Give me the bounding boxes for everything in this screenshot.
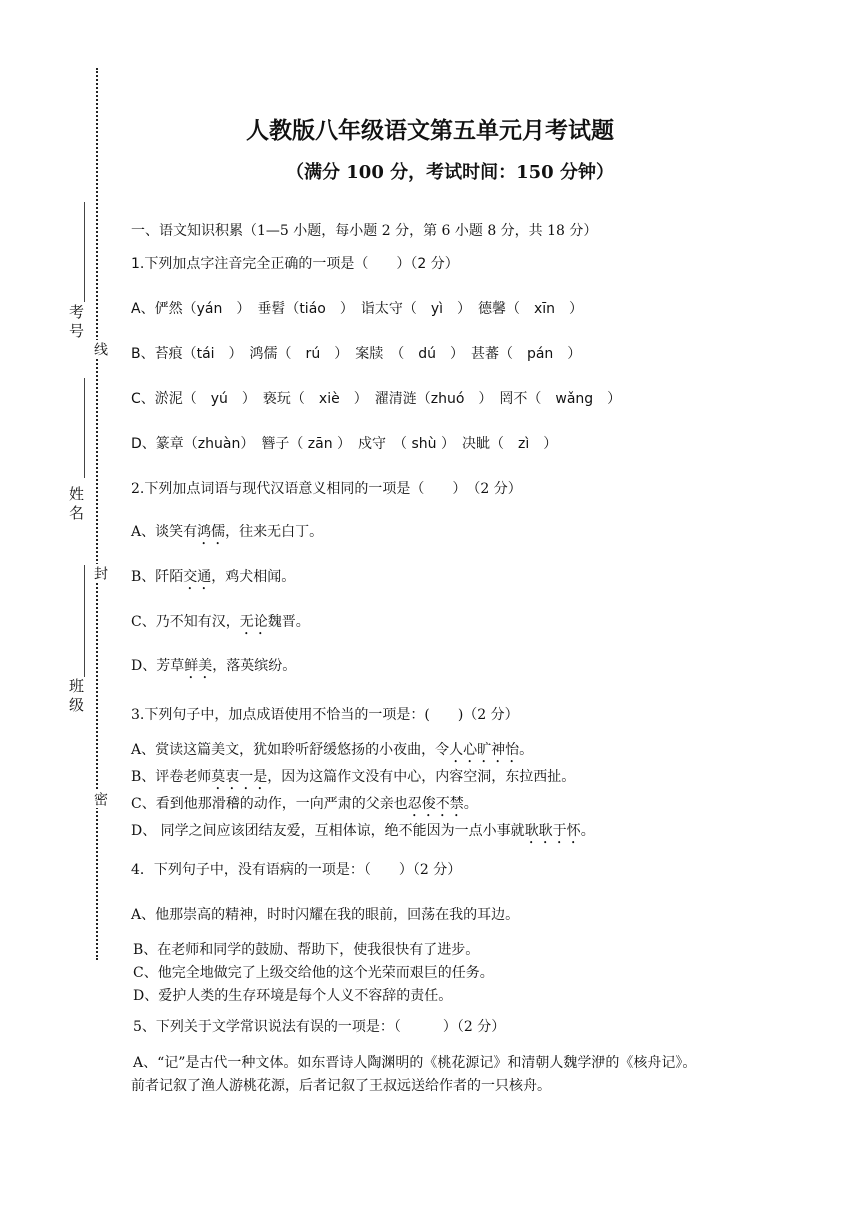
dotted-idiom: 耿耿于怀 — [524, 823, 581, 839]
option-text: D、 同学之间应该团结友爱，互相体谅，绝不能因为一点小事就 — [131, 823, 525, 839]
option-text: ，往来无白丁。 — [225, 524, 324, 540]
name-label: 姓名 — [67, 486, 85, 524]
question-5-option-a-line-1: A、“记”是古代一种文体。如东晋诗人陶渊明的《桃花源记》和清朝人魏学洢的《核舟记》。 — [133, 1055, 697, 1071]
name-blank-line — [84, 378, 85, 478]
section-heading: 一、语文知识积累（1—5 小题，每小题 2 分，第 6 小题 8 分，共 18 分） — [131, 223, 598, 239]
question-2-option-b — [131, 566, 295, 593]
question-2-option-a — [131, 521, 323, 548]
page-title: 人教版八年级语文第五单元月考试题 — [246, 117, 614, 144]
question-3-option-c — [131, 793, 478, 820]
binding-dotted-line — [96, 68, 98, 960]
dotted-idiom: 忍俊不禁 — [407, 796, 464, 812]
question-1-option-a: A、俨然（yán ） 垂髫（tiáo ） 诣太守（ yì ） 德馨（ xīn ） — [131, 301, 584, 317]
option-text: ，因为这篇作文没有中心，内容空洞，东拉西扯。 — [267, 769, 576, 785]
question-3-option-b — [131, 766, 575, 793]
option-text: 。 — [463, 796, 478, 812]
question-3-stem: 3.下列句子中，加点成语使用不恰当的一项是：( )（2 分） — [131, 707, 519, 723]
class-blank-line — [84, 565, 85, 677]
seal-mark-mi: 密 — [92, 792, 108, 806]
question-1-option-d: D、篆章（zhuàn） 簪子（ zān ） 戍守 （ shù ） 决眦（ zì ） — [131, 436, 558, 452]
question-2-option-d — [131, 655, 296, 682]
dotted-word: 鸿儒 — [197, 524, 226, 540]
option-text: ，鸡犬相闻。 — [211, 569, 296, 585]
option-text: A、谈笑有 — [131, 524, 198, 540]
page-subtitle: （满分 100 分，考试时间：150 分钟） — [286, 162, 614, 183]
question-1-option-c: C、淤泥（ yú ） 亵玩（ xiè ） 濯清涟（zhuó ） 罔不（ wǎng ） — [131, 391, 622, 407]
seal-mark-xian: 线 — [92, 342, 108, 356]
question-4-option-d: D、爱护人类的生存环境是每个人义不容辞的责任。 — [133, 988, 453, 1004]
question-1-option-b: B、苔痕（tái ） 鸿儒（ rú ） 案牍 （ dú ） 甚蕃（ pán ） — [131, 346, 582, 362]
option-text: 。 — [580, 823, 595, 839]
seal-mark-feng: 封 — [92, 566, 108, 580]
option-text: 魏晋。 — [267, 614, 310, 630]
option-text: ，落英缤纷。 — [212, 658, 297, 674]
question-4-stem: 4．下列句子中，没有语病的一项是：（ ）（2 分） — [131, 862, 462, 878]
question-2-stem: 2.下列加点词语与现代汉语意义相同的一项是（ ） （2 分） — [131, 481, 522, 497]
exam-no-blank-line — [84, 202, 85, 302]
question-5-stem: 5、下列关于文学常识说法有误的一项是：（ ）（2 分） — [133, 1019, 506, 1035]
dotted-word: 交通 — [183, 569, 212, 585]
dotted-idiom: 莫衷一是 — [211, 769, 268, 785]
dotted-word: 无论 — [239, 614, 268, 630]
question-4-option-a: A、他那崇高的精神，时时闪耀在我的眼前，回荡在我的耳边。 — [131, 907, 520, 923]
question-4-option-c: C、他完全地做完了上级交给他的这个光荣而艰巨的任务。 — [133, 965, 494, 981]
question-2-option-c — [131, 611, 310, 638]
option-text: D、芳草 — [131, 658, 185, 674]
option-text: C、乃不知有汉， — [131, 614, 240, 630]
option-text: A、赏读这篇美文，犹如聆听舒缓悠扬的小夜曲，令 — [131, 742, 450, 758]
option-text: B、评卷老师 — [131, 769, 212, 785]
question-3-option-a — [131, 739, 533, 766]
question-5-option-a-line-2: 前者记叙了渔人游桃花源，后者记叙了王叔远送给作者的一只核舟。 — [131, 1078, 551, 1094]
question-1-stem: 1.下列加点字注音完全正确的一项是（ ）（2 分） — [131, 256, 459, 272]
question-3-option-d — [131, 820, 595, 847]
class-label: 班级 — [67, 678, 85, 716]
option-text: C、看到他那滑稽的动作，一向严肃的父亲也 — [131, 796, 408, 812]
option-text: 。 — [519, 742, 534, 758]
dotted-idiom: 人心旷神怡 — [449, 742, 520, 758]
question-4-option-b: B、在老师和同学的鼓励、帮助下，使我很快有了进步。 — [133, 942, 480, 958]
dotted-word: 鲜美 — [184, 658, 213, 674]
option-text: B、阡陌 — [131, 569, 184, 585]
exam-no-label: 考号 — [67, 304, 85, 342]
